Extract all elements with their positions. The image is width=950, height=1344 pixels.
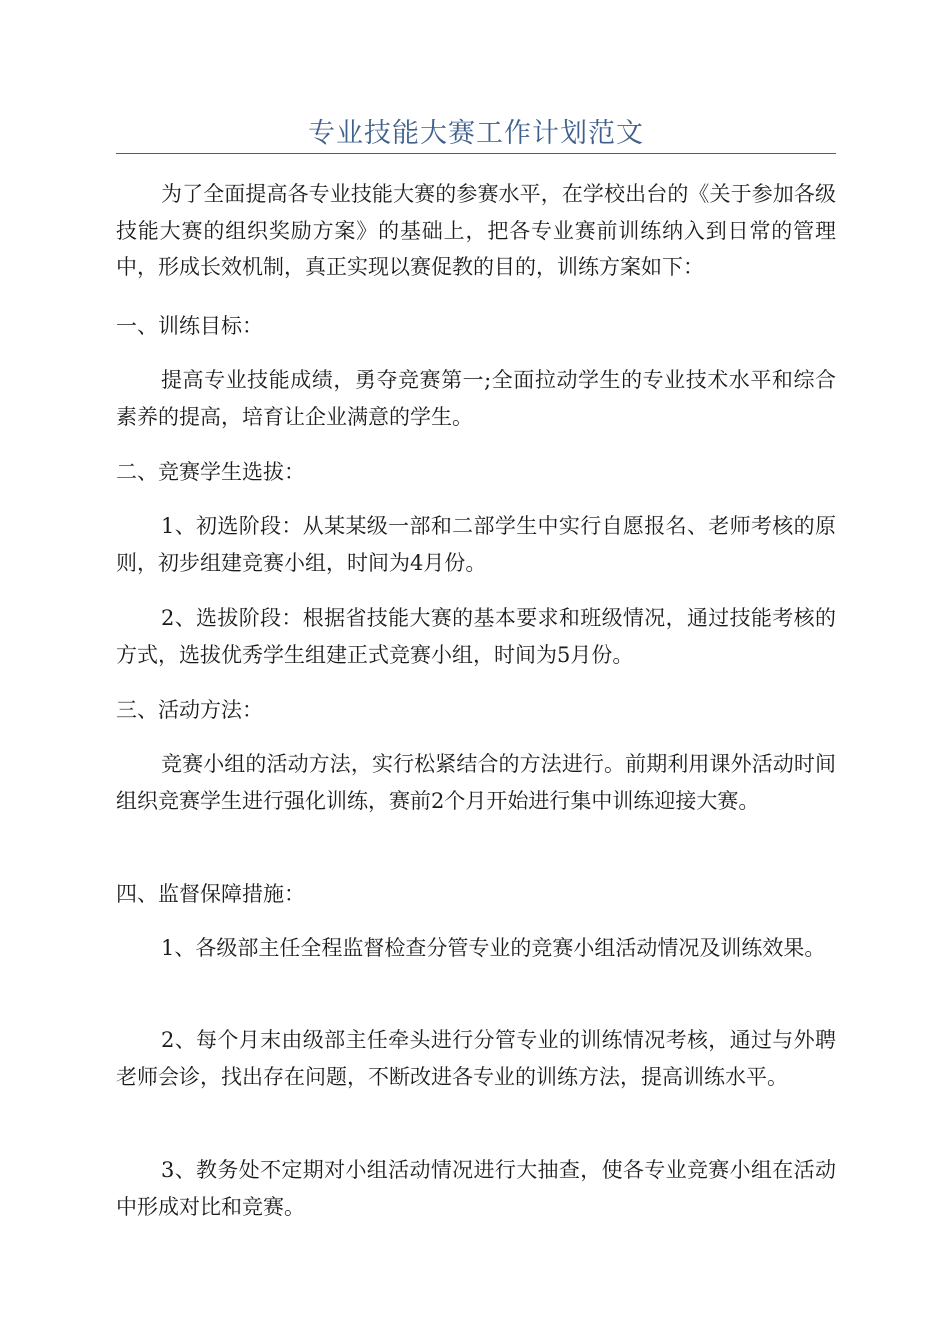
paragraph-selection-2: 2、选拔阶段：根据省技能大赛的基本要求和班级情况，通过技能考核的方式，选拔优秀学生组建正式竞赛小组，时间为5月份。	[116, 606, 836, 667]
paragraph-selection-1: 1、初选阶段：从某某级一部和二部学生中实行自愿报名、老师考核的原则，初步组建竞赛小组，时间为4月份。	[116, 514, 836, 575]
paragraph-supervision-2: 2、每个月末由级部主任牵头进行分管专业的训练情况考核，通过与外聘老师会诊，找出存在问题，不断改进各专业的训练方法，提高训练水平。	[116, 1028, 836, 1089]
paragraph-methods: 竞赛小组的活动方法，实行松紧结合的方法进行。前期利用课外活动时间组织竞赛学生进行强化训练，赛前2个月开始进行集中训练迎接大赛。	[116, 752, 836, 813]
section-heading-2: 二、竞赛学生选拔：	[116, 460, 305, 484]
section-heading-4: 四、监督保障措施：	[116, 882, 305, 906]
section-heading-3: 三、活动方法：	[116, 698, 263, 722]
title-underline	[116, 153, 836, 154]
paragraph-supervision-1: 1、各级部主任全程监督检查分管专业的竞赛小组活动情况及训练效果。	[161, 936, 826, 960]
paragraph-goals: 提高专业技能成绩，勇夺竞赛第一;全面拉动学生的专业技术水平和综合素养的提高，培育让企业满意的学生。	[116, 368, 836, 429]
paragraph-supervision-3: 3、教务处不定期对小组活动情况进行大抽查，使各专业竞赛小组在活动中形成对比和竞赛。	[116, 1158, 836, 1219]
section-heading-1: 一、训练目标：	[116, 314, 263, 338]
document-title: 专业技能大赛工作计划范文	[308, 118, 644, 149]
intro-paragraph: 为了全面提高各专业技能大赛的参赛水平，在学校出台的《关于参加各级技能大赛的组织奖励方案》的基础上，把各专业赛前训练纳入到日常的管理中，形成长效机制，真正实现以赛促教的目的，训练方案如下：	[116, 182, 836, 279]
